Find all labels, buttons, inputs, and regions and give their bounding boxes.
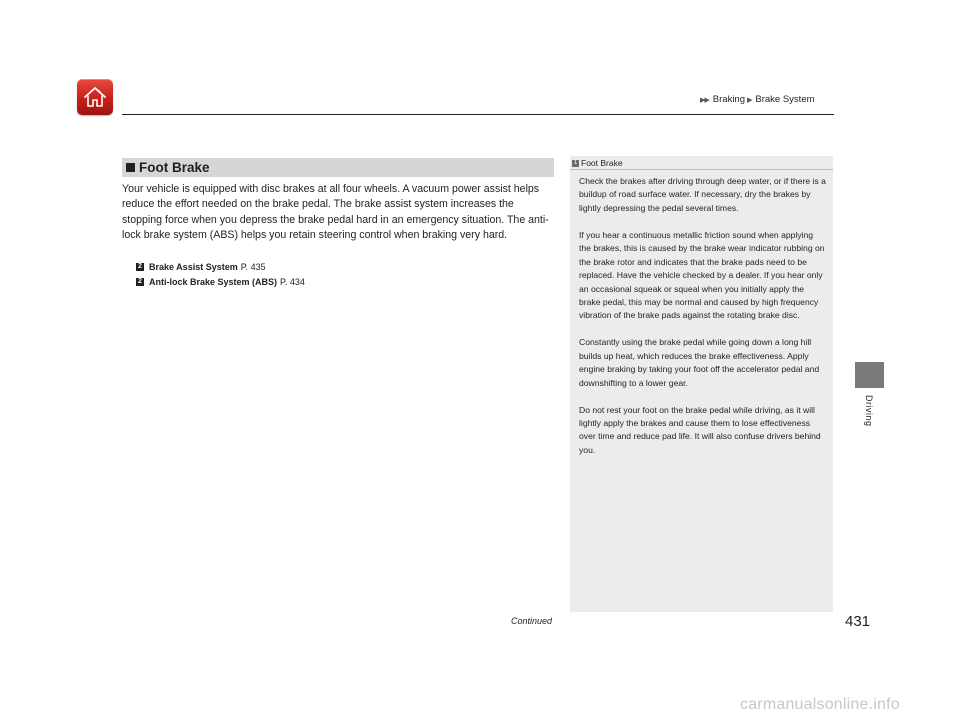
xref-page: P. 434 [280, 277, 305, 287]
breadcrumb-arrow-icon: ▶▶ [700, 96, 709, 104]
breadcrumb [700, 94, 815, 105]
xref-label: Brake Assist System [149, 262, 238, 272]
header-divider [122, 114, 834, 115]
xref-arrow-icon: 2 [136, 278, 144, 286]
breadcrumb-link-brake-system[interactable]: Brake System [755, 94, 815, 105]
chapter-tab-marker[interactable] [855, 362, 884, 388]
section-title: Foot Brake [139, 160, 210, 175]
home-icon [82, 84, 108, 110]
xref-brake-assist-system[interactable] [136, 262, 266, 272]
note-paragraph: Do not rest your foot on the brake pedal while driving, as it will lightly apply the brakes and cause them to lose effectiveness over time and reduce pad life. It will also confuse drivers behind you. [579, 404, 821, 455]
breadcrumb-link-braking[interactable]: Braking [712, 94, 745, 105]
continued-label: Continued [511, 616, 553, 626]
section-heading [122, 158, 554, 177]
note-marker-icon: 1 [573, 159, 578, 166]
sidebar-note-heading [572, 158, 623, 168]
chapter-tab-label[interactable]: Driving [864, 395, 874, 427]
xref-anti-lock-brake-system[interactable] [136, 277, 305, 287]
section-body-text: Your vehicle is equipped with disc brakes at all four wheels. A vacuum power assist helps reduce the effort needed on the brake pedal. The brake assist system increases the stopping force when you depress the brake pedal hard in an emergency situation. The anti-lock brake system (ABS) helps you retain steering control when braking very hard. [122, 183, 549, 242]
breadcrumb-arrow-icon: ▶ [747, 96, 752, 104]
watermark: carmanualsonline.info [740, 696, 900, 713]
section-square-icon [126, 163, 135, 172]
xref-page: P. 435 [240, 262, 266, 272]
xref-label: Anti-lock Brake System (ABS) [149, 277, 278, 287]
page-number: 431 [845, 613, 871, 630]
xref-arrow-icon: 2 [136, 263, 144, 271]
sidebar-note-title: Foot Brake [581, 158, 623, 168]
note-paragraph: Check the brakes after driving through deep water, or if there is a buildup of road surface water. If necessary, dry the brakes by lightly depressing the pedal several times. [579, 176, 826, 213]
note-paragraph: Constantly using the brake pedal while going down a long hill builds up heat, which reduces the brake effectiveness. Apply engine braking by taking your foot off the accelerator pedal and downshifting to a lower gear. [579, 337, 820, 388]
home-button[interactable] [77, 79, 113, 115]
sidebar-note-divider [570, 169, 833, 170]
sidebar-note-body [579, 175, 827, 471]
note-paragraph: If you hear a continuous metallic friction sound when applying the brakes, this is caused by the brake wear indicator rubbing on the brake rotor and indicates that the brake pads need to be replaced. Have the vehicle checked by a dealer. If you hear only an occasional squeak or squeal when you initially apply the brake pedal, this may be normal and caused by high frequency vibration of the brake pads against the rotating brake disc. [579, 229, 825, 321]
